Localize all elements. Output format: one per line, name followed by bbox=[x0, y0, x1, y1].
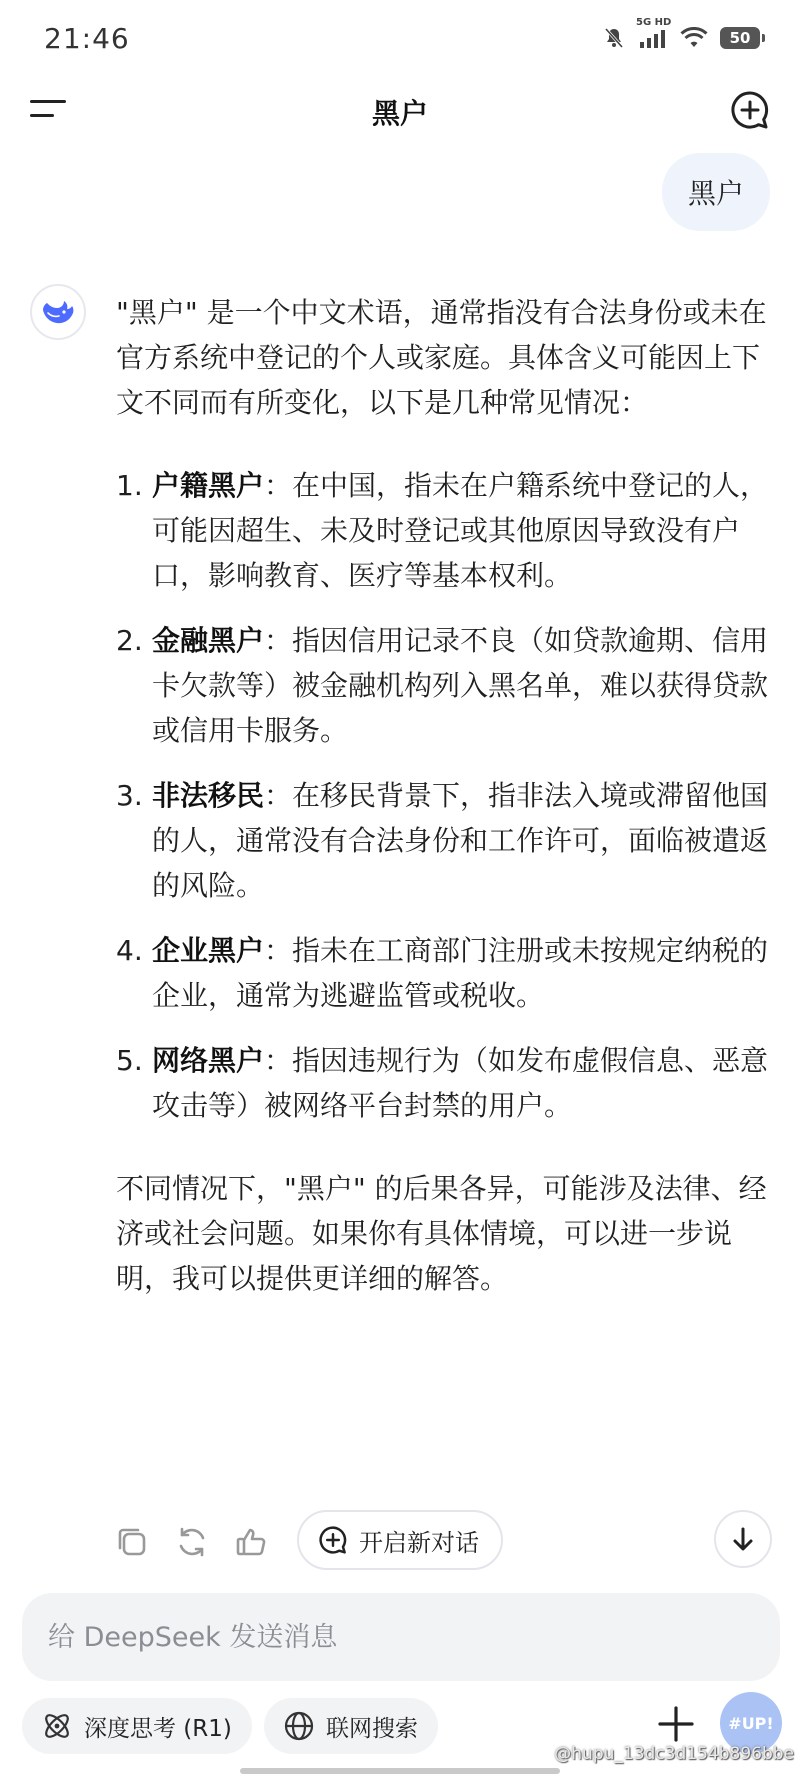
list-item-title: 网络黑户 bbox=[152, 1044, 265, 1077]
list-item-title: 金融黑户 bbox=[152, 624, 265, 657]
network-label: 5G HD bbox=[636, 17, 672, 28]
page-title: 黑户 bbox=[371, 97, 428, 130]
copy-button[interactable] bbox=[112, 1522, 152, 1562]
scroll-down-button[interactable] bbox=[714, 1510, 772, 1568]
battery-icon: 50 bbox=[720, 27, 760, 49]
assistant-avatar bbox=[30, 284, 86, 340]
list-item bbox=[116, 618, 776, 753]
new-chat-icon bbox=[317, 1524, 349, 1556]
list-item-text: ：在移民背景下，指非法入境或滞留他国的人，通常没有合法身份和工作许可，面临被遣返的风险。 bbox=[152, 779, 769, 902]
list-item-text: ：在中国，指未在户籍系统中登记的人，可能因超生、未及时登记或其他原因导致没有户口，影响教育、医疗等基本权利。 bbox=[152, 469, 769, 592]
answer-list bbox=[116, 463, 776, 1128]
list-item bbox=[116, 928, 776, 1018]
message-actions bbox=[112, 1510, 792, 1572]
list-item-number: 3. bbox=[116, 779, 143, 812]
new-chat-icon bbox=[728, 88, 772, 132]
plus-icon bbox=[654, 1702, 698, 1746]
deep-think-toggle[interactable] bbox=[22, 1698, 252, 1754]
regenerate-icon bbox=[172, 1522, 212, 1562]
attach-button[interactable] bbox=[654, 1702, 698, 1746]
deep-think-label: 深度思考 (R1) bbox=[84, 1715, 232, 1742]
deepseek-whale-icon bbox=[40, 297, 76, 327]
app-header bbox=[0, 80, 800, 142]
list-item-text: ：指因违规行为（如发布虚假信息、恶意攻击等）被网络平台封禁的用户。 bbox=[152, 1044, 769, 1122]
list-item-text: ：指未在工商部门注册或未按规定纳税的企业，通常为逃避监管或税收。 bbox=[152, 934, 769, 1012]
watermark: @hupu_13dc3d154b896bbe bbox=[554, 1744, 794, 1764]
list-item-text: ：指因信用记录不良（如贷款逾期、信用卡欠款等）被金融机构列入黑名单，难以获得贷款或信用卡服务。 bbox=[152, 624, 769, 747]
wifi-icon bbox=[680, 27, 708, 49]
status-time: 21:46 bbox=[44, 22, 130, 55]
bell-off-icon bbox=[602, 26, 626, 50]
home-indicator[interactable] bbox=[240, 1768, 560, 1774]
answer-outro: 不同情况下，"黑户" 的后果各异，可能涉及法律、经济或社会问题。如果你有具体情境，可以进一步说明，我可以提供更详细的解答。 bbox=[116, 1172, 767, 1295]
new-dialog-label: 开启新对话 bbox=[359, 1528, 479, 1557]
assistant-answer bbox=[116, 290, 776, 1301]
web-search-toggle[interactable] bbox=[264, 1698, 438, 1754]
user-message-bubble: 黑户 bbox=[662, 153, 770, 231]
like-button[interactable] bbox=[232, 1522, 272, 1562]
web-search-label: 联网搜索 bbox=[326, 1715, 418, 1742]
list-item-title: 户籍黑户 bbox=[152, 469, 265, 502]
list-item-number: 4. bbox=[116, 934, 143, 967]
copy-icon bbox=[112, 1522, 152, 1562]
thumbs-up-icon bbox=[232, 1522, 272, 1562]
new-chat-button[interactable] bbox=[728, 88, 772, 132]
answer-intro: "黑户" 是一个中文术语，通常指没有合法身份或未在官方系统中登记的个人或家庭。具体含义可能因上下文不同而有所变化，以下是几种常见情况： bbox=[116, 296, 767, 419]
globe-icon bbox=[282, 1709, 316, 1743]
list-item-number: 1. bbox=[116, 469, 143, 502]
arrow-down-icon bbox=[729, 1525, 757, 1553]
status-icons bbox=[602, 17, 760, 50]
list-item bbox=[116, 1038, 776, 1128]
message-input-container bbox=[22, 1593, 780, 1681]
signal-icon bbox=[636, 17, 672, 50]
regenerate-button[interactable] bbox=[172, 1522, 212, 1562]
list-item-number: 2. bbox=[116, 624, 143, 657]
message-input[interactable] bbox=[46, 1621, 756, 1654]
list-item-title: 企业黑户 bbox=[152, 934, 265, 967]
list-item-number: 5. bbox=[116, 1044, 143, 1077]
new-dialog-button[interactable] bbox=[297, 1510, 503, 1570]
send-badge: #UP! bbox=[728, 1713, 774, 1733]
list-item-title: 非法移民 bbox=[152, 779, 265, 812]
list-item bbox=[116, 463, 776, 598]
list-item bbox=[116, 773, 776, 908]
status-bar bbox=[0, 0, 800, 80]
atom-icon bbox=[40, 1709, 74, 1743]
